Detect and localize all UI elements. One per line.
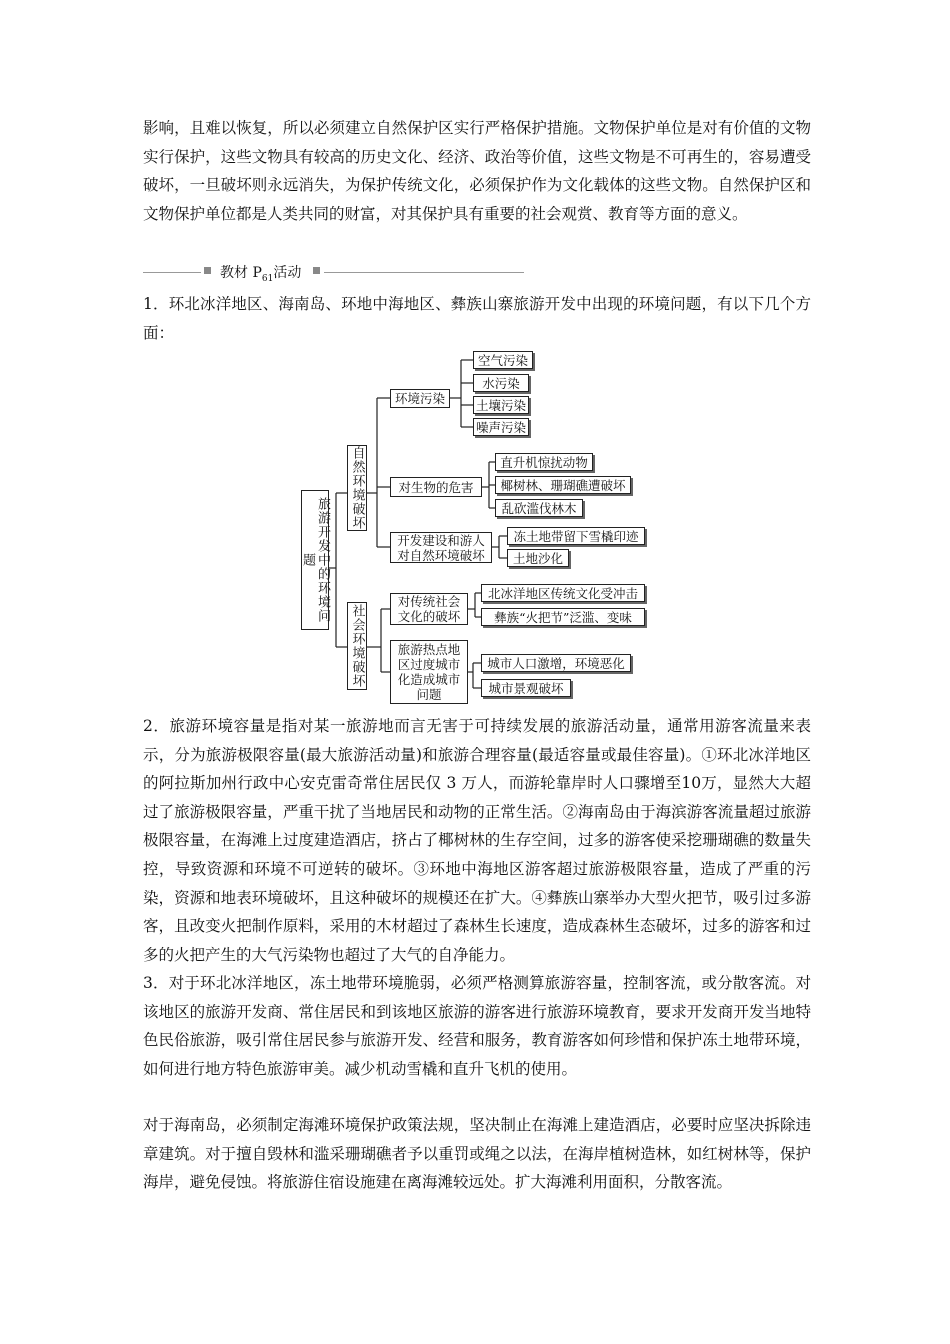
dev-box: 开发建设和游人 对自然环境破坏 (390, 532, 492, 563)
urban-box: 旅游热点地 区过度城市 化造成城市 问题 (390, 640, 468, 704)
left-rule (143, 272, 201, 273)
logging-box: 乱砍滥伐林木 (495, 499, 583, 517)
right-square-icon (313, 267, 320, 274)
soil-box: 土壤污染 (473, 396, 529, 414)
pop-box: 城市人口激增，环境恶化 (481, 654, 631, 672)
heli-box: 直升机惊扰动物 (495, 453, 593, 471)
culture-box: 对传统社会 文化的破坏 (390, 593, 468, 625)
landscape-box: 城市景观破坏 (481, 679, 571, 697)
desert-box: 土地沙化 (507, 549, 569, 567)
left-square-icon (204, 267, 211, 274)
right-rule (324, 272, 524, 273)
item-3-part-1: 3．对于环北冰洋地区，冻土地带环境脆弱，必须严格测算旅游容量，控制客流，或分散客流。对该地区的旅游开发商、常住居民和到该地区旅游的游客进行旅游环境教育，要求开发商开发当地特色民俗旅游，吸引常住居民参与旅游开发、经营和服务，教育游客如何珍惜和保护冻土地带环境，如何进行地方特色旅游审美。减少机动雪橇和直升飞机的使用。 (143, 974, 811, 1078)
bio-harm-box: 对生物的危害 (390, 477, 482, 497)
noise-box: 噪声污染 (473, 418, 529, 436)
natural-box: 自然环境破坏 (347, 445, 367, 531)
item-1: 1．环北冰洋地区、海南岛、环地中海地区、彝族山寨旅游开发中出现的环境问题，有以下几个方面： (143, 295, 811, 342)
social-box: 社会环境破坏 (347, 602, 367, 690)
section-heading (143, 262, 523, 282)
torch-box: 彝族“火把节”泛滥、变味 (481, 608, 645, 626)
coconut-box: 椰树林、珊瑚礁遭破坏 (495, 476, 631, 494)
tundra-box: 冻土地带留下雪橇印迹 (507, 527, 645, 545)
air-box: 空气污染 (473, 351, 533, 369)
item-3-part-2: 对于海南岛，必须制定海滩环境保护政策法规，坚决制止在海滩上建造酒店，必要时应坚决拆除违章建筑。对于擅自毁林和滥采珊瑚礁者予以重罚或绳之以法，在海岸植树造林，如红树林等，保护海岸，避免侵蚀。将旅游住宿设施建在离海滩较远处。扩大海滩利用面积，分散客流。 (143, 1116, 811, 1192)
tree-diagram (297, 347, 657, 702)
water-box: 水污染 (473, 374, 529, 392)
env-pollution-box: 环境污染 (390, 389, 450, 408)
arctic-culture-box: 北冰洋地区传统文化受冲击 (481, 584, 645, 602)
item-2: 2．旅游环境容量是指对某一旅游地而言无害于可持续发展的旅游活动量，通常用游客流量来表示，分为旅游极限容量(最大旅游活动量)和旅游合理容量(最适容量或最佳容量)。①环北冰洋地区的阿拉斯加州行政中心安克雷奇常住居民仅 3 万人，而游轮靠岸时人口骤增至10万，显然大大超过了旅游极限容量，严重干扰了当地居民和动物的正常生活。②海南岛由于海滨游客流量超过旅游极限容量，在海滩上过度建造酒店，挤占了椰树林的生存空间，过多的游客使采挖珊瑚礁的数量失控，导致资源和环境不可逆转的破坏。③环地中海地区游客超过旅游极限容量，造成了严重的污染，资源和地表环境破坏，且这种破坏的规模还在扩大。④彝族山寨举办大型火把节，吸引过多游客，且改变火把制作原料，采用的木材超过了森林生长速度，造成森林生态破坏，过多的游客和过多的火把产生的大气污染物也超过了大气的自净能力。 (143, 717, 811, 964)
intro-paragraph: 影响，且难以恢复，所以必须建立自然保护区实行严格保护措施。文物保护单位是对有价值的文物实行保护，这些文物具有较高的历史文化、经济、政治等价值，这些文物是不可再生的，容易遭受破坏，一旦破坏则永远消失，为保护传统文化，必须保护作为文化载体的这些文物。自然保护区和文物保护单位都是人类共同的财富，对其保护具有重要的社会观赏、教育等方面的意义。 (143, 119, 811, 223)
root-box: 旅游开发中的环境问题 (301, 490, 329, 630)
section-title: 教材 $P_{61}$活动 (220, 265, 302, 284)
